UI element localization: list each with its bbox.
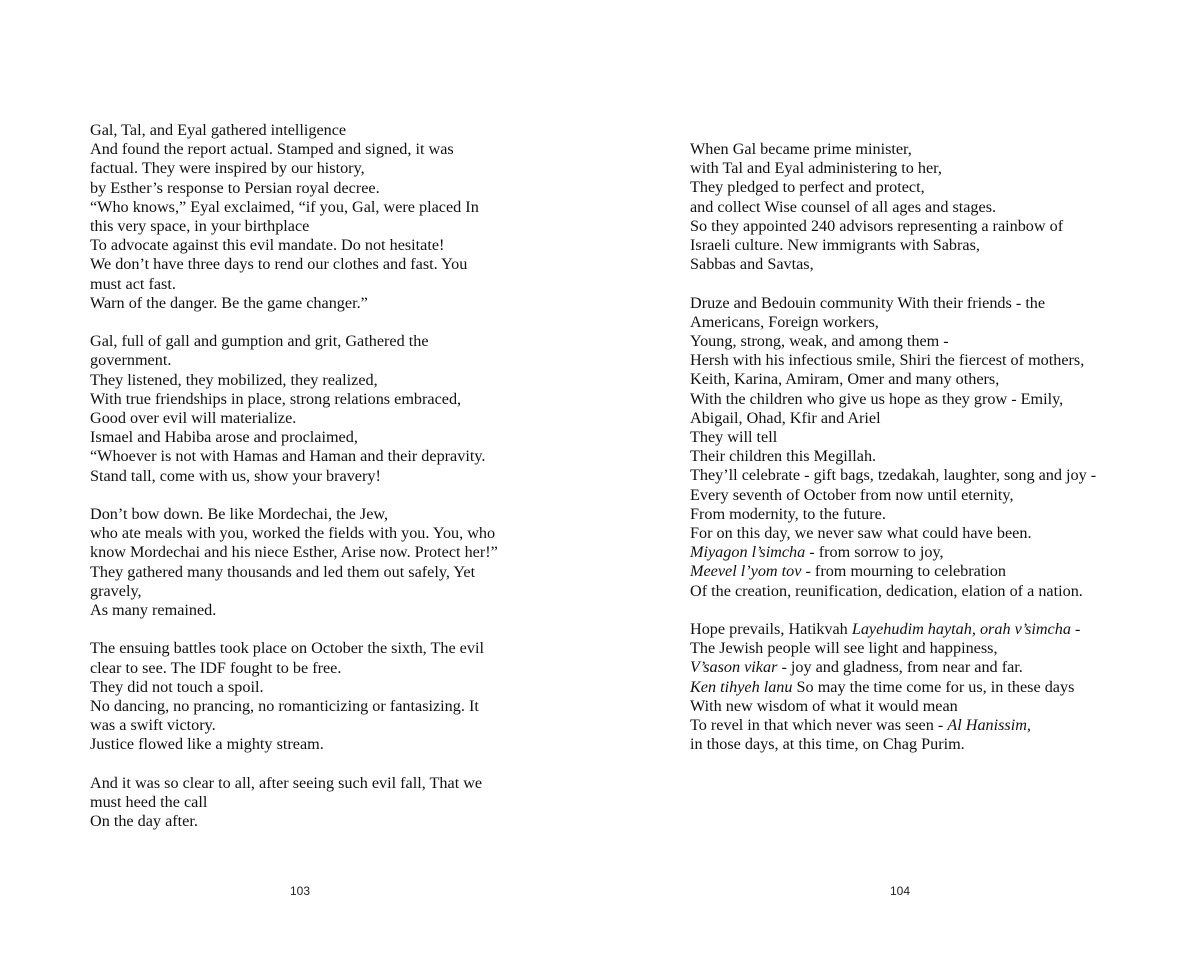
hebrew-phrase: Ken tihyeh lanu bbox=[690, 677, 793, 696]
text-line: No dancing, no prancing, no romanticizing or fantasizing. It bbox=[90, 697, 479, 716]
text-line: factual. They were inspired by our history, bbox=[90, 159, 365, 178]
text-line: “Whoever is not with Hamas and Haman and their depravity. bbox=[90, 447, 486, 466]
text-line bbox=[690, 543, 1120, 562]
text-line: They will tell bbox=[690, 428, 778, 447]
text-line: And it was so clear to all, after seeing such evil fall, That we bbox=[90, 773, 483, 792]
text-line: “Who knows,” Eyal exclaimed, “if you, Gal, were placed In bbox=[90, 197, 479, 216]
text-line: For on this day, we never saw what could have been. bbox=[690, 524, 1032, 543]
hebrew-phrase: Meevel l’yom tov bbox=[690, 562, 802, 581]
text-line: Stand tall, come with us, show your bravery! bbox=[90, 466, 381, 485]
translation: - from mourning to celebration bbox=[801, 562, 1006, 581]
page-number: 104 bbox=[889, 884, 911, 898]
stanza-gap bbox=[90, 620, 530, 639]
text-line: They listened, they mobilized, they realized, bbox=[90, 370, 378, 389]
text-line: So they appointed 240 advisors representing a rainbow of bbox=[690, 216, 1064, 235]
left-page-text bbox=[90, 121, 530, 831]
translation: - joy and gladness, from near and far. bbox=[777, 658, 1023, 677]
text-line: They did not touch a spoil. bbox=[90, 677, 264, 696]
stanza-gap bbox=[690, 274, 1120, 293]
text-line: Gal, full of gall and gumption and grit, Gathered the bbox=[90, 332, 429, 351]
text-line: On the day after. bbox=[90, 812, 198, 831]
text-line: Don’t bow down. Be like Mordechai, the Jew, bbox=[90, 505, 389, 524]
hebrew-phrase: Al Hanissim, bbox=[947, 716, 1031, 735]
text-line: in those days, at this time, on Chag Purim. bbox=[690, 735, 965, 754]
text-line: who ate meals with you, worked the fields with you. You, who bbox=[90, 524, 496, 543]
text-line: The Jewish people will see light and happiness, bbox=[690, 639, 998, 658]
text-line bbox=[690, 716, 1120, 735]
stanza-gap bbox=[90, 486, 530, 505]
hebrew-phrase: V’sason vikar bbox=[690, 658, 778, 677]
text-line: with Tal and Eyal administering to her, bbox=[690, 159, 942, 178]
text-line: Of the creation, reunification, dedication, elation of a nation. bbox=[690, 581, 1083, 600]
text-line: We don’t have three days to rend our clothes and fast. You bbox=[90, 255, 468, 274]
text-line: To advocate against this evil mandate. Do not hesitate! bbox=[90, 236, 445, 255]
text-line: With new wisdom of what it would mean bbox=[690, 696, 958, 715]
text-line: Young, strong, weak, and among them - bbox=[690, 332, 949, 351]
text-line: Their children this Megillah. bbox=[690, 447, 877, 466]
text-line: government. bbox=[90, 351, 172, 370]
right-page bbox=[600, 0, 1200, 960]
hebrew-phrase: Layehudim haytah, orah v’simcha bbox=[851, 620, 1071, 639]
text-line: must heed the call bbox=[90, 793, 208, 812]
stanza-gap bbox=[690, 601, 1120, 620]
text-line: And found the report actual. Stamped and signed, it was bbox=[90, 140, 454, 159]
plain-text: Hope prevails, Hatikvah bbox=[690, 620, 852, 639]
text-line: Justice flowed like a mighty stream. bbox=[90, 735, 324, 754]
text-line: From modernity, to the future. bbox=[690, 504, 886, 523]
text-line: was a swift victory. bbox=[90, 716, 216, 735]
text-line bbox=[690, 562, 1120, 581]
text-line: When Gal became prime minister, bbox=[690, 140, 912, 158]
hebrew-phrase: Miyagon l’simcha bbox=[690, 543, 806, 562]
text-line: The ensuing battles took place on October the sixth, The evil bbox=[90, 639, 484, 658]
stanza-gap bbox=[90, 313, 530, 332]
stanza-gap bbox=[90, 755, 530, 774]
text-line: and collect Wise counsel of all ages and stages. bbox=[690, 197, 997, 216]
text-line: this very space, in your birthplace bbox=[90, 217, 310, 236]
text-line: They pledged to perfect and protect, bbox=[690, 178, 925, 197]
text-line: Good over evil will materialize. bbox=[90, 409, 297, 428]
text-line: by Esther’s response to Persian royal decree. bbox=[90, 178, 380, 197]
text-line: They gathered many thousands and led them out safely, Yet bbox=[90, 562, 476, 581]
text-line: Warn of the danger. Be the game changer.” bbox=[90, 293, 368, 312]
translation: So may the time come for us, in these days bbox=[792, 677, 1075, 696]
text-line: clear to see. The IDF fought to be free. bbox=[90, 658, 342, 677]
text-line: With the children who give us hope as they grow - Emily, bbox=[690, 389, 1064, 408]
text-line: They’ll celebrate - gift bags, tzedakah, laughter, song and joy - bbox=[690, 466, 1097, 485]
text-line: Israeli culture. New immigrants with Sabras, bbox=[690, 236, 980, 255]
text-line: Gal, Tal, and Eyal gathered intelligence bbox=[90, 121, 347, 139]
text-line: Druze and Bedouin community With their friends - the bbox=[690, 293, 1046, 312]
text-line: Every seventh of October from now until eternity, bbox=[690, 485, 1014, 504]
plain-text: - bbox=[1070, 620, 1081, 639]
text-line bbox=[690, 678, 1120, 697]
text-line: know Mordechai and his niece Esther, Arise now. Protect her!” bbox=[90, 543, 498, 562]
text-line: With true friendships in place, strong relations embraced, bbox=[90, 389, 462, 408]
right-page-text bbox=[690, 140, 1120, 754]
page-number: 103 bbox=[289, 884, 311, 898]
text-line: Keith, Karina, Amiram, Omer and many others, bbox=[690, 370, 1000, 389]
text-line: As many remained. bbox=[90, 601, 217, 620]
text-line: gravely, bbox=[90, 581, 142, 600]
plain-text: To revel in that which never was seen - bbox=[690, 716, 948, 735]
text-line: Sabbas and Savtas, bbox=[690, 255, 814, 274]
text-line: Hersh with his infectious smile, Shiri the fiercest of mothers, bbox=[690, 351, 1085, 370]
text-line: must act fast. bbox=[90, 274, 176, 293]
translation: - from sorrow to joy, bbox=[805, 543, 944, 562]
text-line: Abigail, Ohad, Kfir and Ariel bbox=[690, 408, 881, 427]
text-line bbox=[690, 658, 1120, 677]
text-line: Americans, Foreign workers, bbox=[690, 312, 879, 331]
text-line: Ismael and Habiba arose and proclaimed, bbox=[90, 428, 358, 447]
text-line bbox=[690, 620, 1120, 639]
